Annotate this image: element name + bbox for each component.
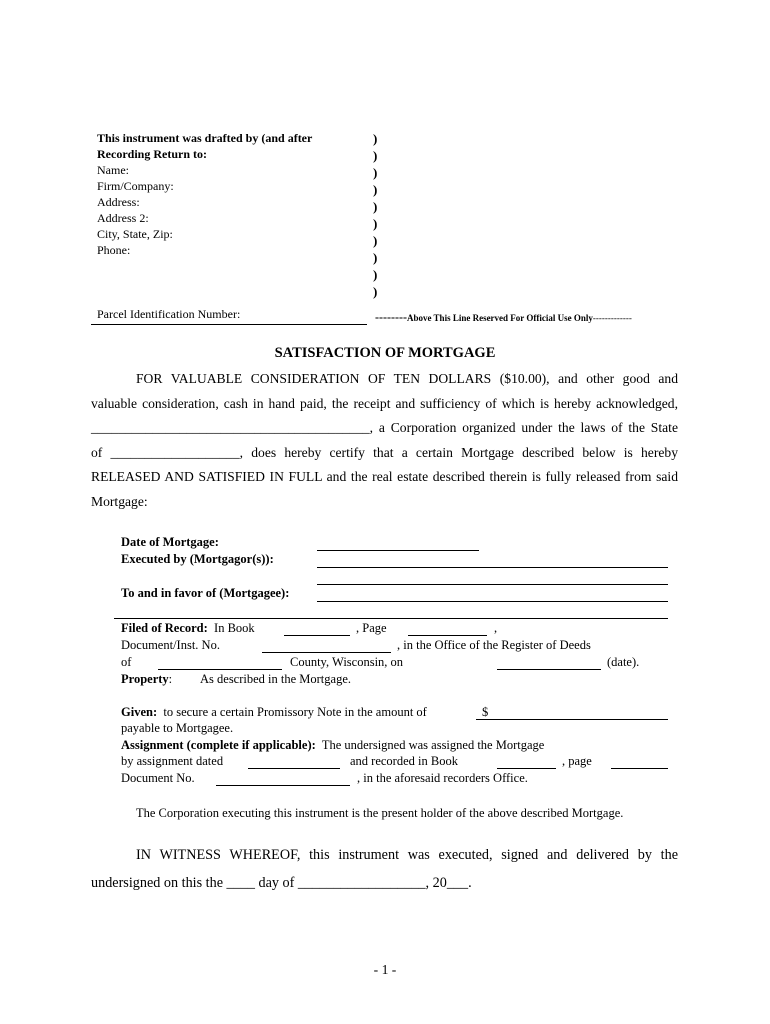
document-no-label: Document No. — [121, 771, 195, 785]
comma: , — [494, 621, 498, 635]
section-divider — [114, 618, 668, 619]
assignment-page-label: , page — [562, 754, 592, 768]
paren: ) — [373, 148, 378, 163]
filed-of-record-label: Filed of Record: — [121, 621, 208, 635]
page-label: , Page — [356, 621, 387, 635]
given-label: Given: — [121, 705, 158, 719]
note-amount-field[interactable] — [476, 719, 668, 720]
recorded-in-book-label: and recorded in Book — [350, 754, 458, 768]
dollar-sign: $ — [482, 705, 489, 719]
drafted-by-line-1: This instrument was drafted by (and after — [97, 131, 313, 145]
property-line — [121, 672, 172, 687]
body-line-2: valuable consideration, cash in hand paid, the receipt and sufficiency of which is hereby acknowledged, — [91, 396, 678, 411]
payable-text: payable to Mortgagee. — [121, 721, 234, 735]
parcel-id-rule — [91, 324, 367, 325]
of-label: of — [121, 655, 132, 669]
firm-label: Firm/Company: — [97, 179, 174, 193]
body-line-3: _________________________________________, a Corporation organized under the laws of the State — [91, 420, 678, 435]
assignment-book-field[interactable] — [497, 768, 556, 769]
county-field[interactable] — [158, 669, 282, 670]
mortgagee-label: To and in favor of (Mortgagee): — [121, 586, 290, 600]
address-label: Address: — [97, 195, 140, 209]
body-line-1: FOR VALUABLE CONSIDERATION OF TEN DOLLARS ($10.00), and other good and — [136, 371, 678, 386]
address2-label: Address 2: — [97, 211, 149, 225]
witness-line-1: IN WITNESS WHEREOF, this instrument was executed, signed and delivered by the — [136, 847, 678, 863]
mortgagor-field[interactable] — [317, 567, 668, 568]
filed-of-record-line — [121, 621, 255, 636]
paren: ) — [373, 216, 378, 231]
document-no-field[interactable] — [216, 785, 350, 786]
mortgagor-field-2[interactable] — [317, 584, 668, 585]
record-date-field[interactable] — [497, 669, 601, 670]
given-text: to secure a certain Promissory Note in the amount of — [163, 705, 427, 719]
reserved-tail: ------------- — [592, 313, 632, 323]
assignment-date-field[interactable] — [248, 768, 340, 769]
witness-line-2: undersigned on this the ____ day of __________________, 20___. — [91, 875, 472, 891]
date-of-mortgage-field[interactable] — [317, 550, 479, 551]
body-line-6: Mortgage: — [91, 494, 148, 509]
city-state-zip-label: City, State, Zip: — [97, 227, 173, 241]
paren: ) — [373, 165, 378, 180]
drafted-by-line-2: Recording Return to: — [97, 147, 207, 161]
property-label: Property — [121, 672, 169, 686]
assignment-label: Assignment (complete if applicable): — [121, 738, 316, 752]
aforesaid-text: , in the aforesaid recorders Office. — [357, 771, 528, 785]
reserved-text: Above This Line Reserved For Official Use Only — [406, 313, 593, 323]
assignment-line — [121, 738, 544, 753]
parcel-id-label: Parcel Identification Number: — [97, 307, 241, 321]
assignment-dated-label: by assignment dated — [121, 754, 224, 768]
page-title: SATISFACTION OF MORTGAGE — [274, 345, 496, 361]
document-inst-label: Document/Inst. No. — [121, 638, 220, 652]
date-of-mortgage-label: Date of Mortgage: — [121, 535, 219, 549]
assignment-text: The undersigned was assigned the Mortgage — [321, 738, 545, 752]
in-book-label: In Book — [214, 621, 255, 635]
assignment-page-field[interactable] — [611, 768, 668, 769]
property-colon: : — [168, 672, 173, 686]
book-field[interactable] — [284, 635, 350, 636]
paren: ) — [373, 182, 378, 197]
paren: ) — [373, 267, 378, 282]
paren: ) — [373, 131, 378, 146]
body-line-5: RELEASED AND SATISFIED IN FULL and the real estate described therein is fully released from said — [91, 469, 678, 484]
reserved-dashes: -------- — [375, 310, 407, 324]
property-text: As described in the Mortgage. — [200, 672, 352, 686]
paren: ) — [373, 284, 378, 299]
date-paren-text: (date). — [607, 655, 640, 669]
paren: ) — [373, 250, 378, 265]
holder-statement: The Corporation executing this instrument is the present holder of the above described Mortgage. — [136, 806, 624, 820]
paren: ) — [373, 199, 378, 214]
official-use-banner — [375, 310, 632, 325]
document-inst-field[interactable] — [262, 652, 391, 653]
register-of-deeds-text: , in the Office of the Register of Deeds — [397, 638, 591, 652]
county-text: County, Wisconsin, on — [290, 655, 404, 669]
paren: ) — [373, 233, 378, 248]
page-field[interactable] — [408, 635, 487, 636]
body-line-4: of ___________________, does hereby certify that a certain Mortgage described below is hereby — [91, 445, 678, 460]
name-label: Name: — [97, 163, 129, 177]
mortgagee-field[interactable] — [317, 601, 668, 602]
page-number: - 1 - — [373, 962, 397, 977]
given-line — [121, 705, 427, 720]
executed-by-label: Executed by (Mortgagor(s)): — [121, 552, 274, 566]
phone-label: Phone: — [97, 243, 131, 257]
